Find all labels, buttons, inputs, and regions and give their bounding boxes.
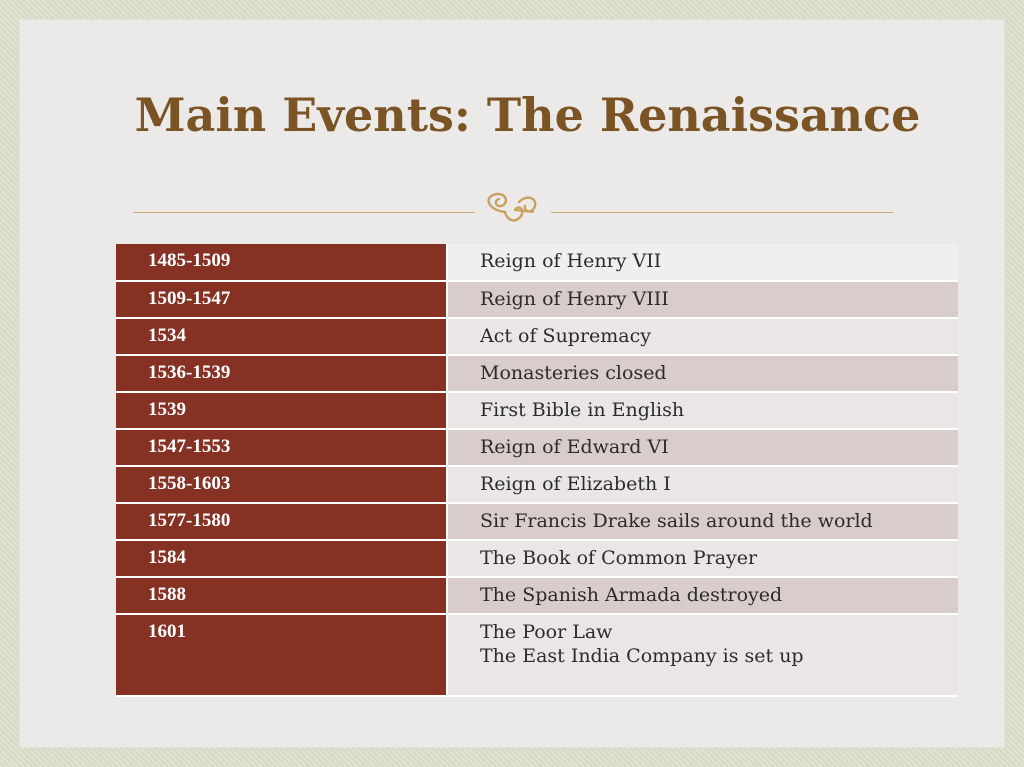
date-cell: 1584 <box>116 540 447 577</box>
event-cell <box>447 318 958 355</box>
event-text: Reign of Edward VI <box>480 436 669 458</box>
event-text: First Bible in English <box>480 399 685 421</box>
table-row <box>116 540 958 577</box>
date-cell: 1534 <box>116 318 447 355</box>
date-cell: 1509-1547 <box>116 281 447 318</box>
date-cell: 1601 <box>116 614 447 696</box>
event-cell <box>447 503 958 540</box>
timeline-table <box>116 244 958 697</box>
table-row <box>116 429 958 466</box>
table-row <box>116 614 958 696</box>
date-cell: 1485-1509 <box>116 244 447 281</box>
table-row <box>116 503 958 540</box>
date-cell: 1558-1603 <box>116 466 447 503</box>
event-cell <box>447 429 958 466</box>
event-text: Reign of Henry VII <box>480 250 662 272</box>
event-text: Act of Supremacy <box>480 325 652 347</box>
date-cell: 1588 <box>116 577 447 614</box>
date-cell: 1577-1580 <box>116 503 447 540</box>
event-cell <box>447 540 958 577</box>
event-text: The Spanish Armada destroyed <box>480 584 783 606</box>
event-cell <box>447 355 958 392</box>
page-title: Main Events: The Renaissance <box>134 88 921 142</box>
event-cell <box>447 614 958 696</box>
event-cell <box>447 244 958 281</box>
event-text: Sir Francis Drake sails around the world <box>480 510 873 532</box>
date-cell: 1547-1553 <box>116 429 447 466</box>
flourish-ornament-icon <box>475 190 551 230</box>
event-cell <box>447 392 958 429</box>
event-cell <box>447 466 958 503</box>
event-cell <box>447 281 958 318</box>
table-row <box>116 244 958 281</box>
event-text: Monasteries closed <box>480 362 667 384</box>
table-row <box>116 466 958 503</box>
table-row <box>116 318 958 355</box>
table-row <box>116 355 958 392</box>
event-text: The Poor Law <box>480 621 613 643</box>
event-cell <box>447 577 958 614</box>
date-cell: 1536-1539 <box>116 355 447 392</box>
event-text: The Book of Common Prayer <box>480 547 758 569</box>
event-text: Reign of Elizabeth I <box>480 473 671 495</box>
event-text: The East India Company is set up <box>480 645 804 667</box>
table-row <box>116 281 958 318</box>
date-cell: 1539 <box>116 392 447 429</box>
table-row <box>116 392 958 429</box>
event-text: Reign of Henry VIII <box>480 288 669 310</box>
table-row <box>116 577 958 614</box>
